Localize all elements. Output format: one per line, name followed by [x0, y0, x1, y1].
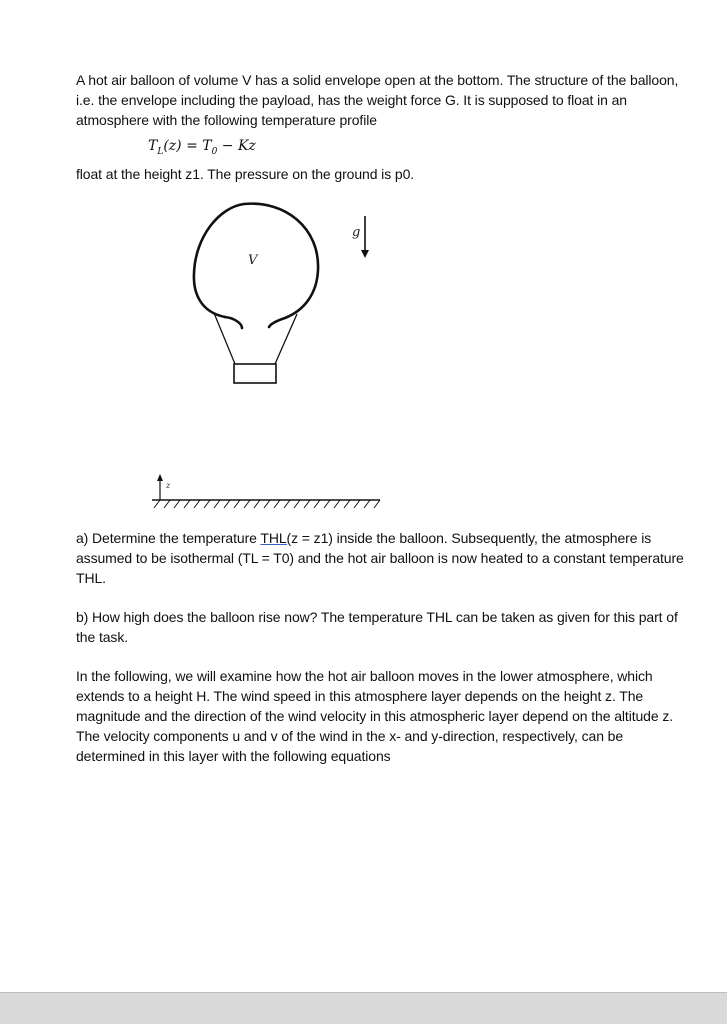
intro-paragraph: A hot air balloon of volume V has a solid envelope open at the bottom. The structure of the balloon, i.e. the envelope including the payload, has the weight force G. It is supposed to float in an atmosphere with the following temperature profile: [76, 72, 679, 128]
volume-label: V: [248, 253, 258, 268]
float-height-paragraph: float at the height z1. The pressure on the ground is p0.: [76, 166, 415, 182]
formula-rhs-subscript: 0: [211, 146, 218, 157]
gravity-label: g: [352, 225, 361, 240]
formula-lhs-symbol: T: [148, 138, 158, 154]
height-axis-arrow-head: [157, 474, 163, 481]
bottom-scroll-bar[interactable]: [0, 992, 727, 1024]
lower-atmosphere-paragraph: In the following, we will examine how the hot air balloon moves in the lower atmosphere, which extends to a height H. The wind speed in this atmosphere layer depends on the height z. The magnitude and the direction of the wind velocity in this atmospheric layer depend on the altitude z. The velocity components u and v of the wind in the x- and y-direction, respectively, can be determined in this layer with the following equations: [76, 668, 674, 764]
balloon-basket: [234, 364, 276, 383]
part-a-paragraph: [76, 528, 692, 588]
part-a-underlined-term: THL(: [260, 530, 292, 546]
part-b-paragraph: b) How high does the balloon rise now? The temperature THL can be taken as given for this part of the task.: [76, 609, 678, 645]
balloon-left-rope: [214, 313, 235, 364]
balloon-figure: [140, 190, 400, 520]
temperature-profile-formula: [148, 136, 256, 162]
height-axis-label: z: [166, 481, 171, 490]
formula-rhs-rest: − Kz: [217, 138, 256, 154]
formula-lhs-argument: (z) = T: [163, 138, 212, 154]
ground-hatching: [154, 500, 380, 508]
gravity-arrow-head: [361, 250, 369, 258]
balloon-envelope-left-curl: [225, 317, 242, 328]
part-a-rest: z = z1) inside the balloon. Subsequently, the atmosphere is assumed to be isothermal (TL = T0) and the hot air balloon is now heated to a constant temperature THL.: [76, 530, 684, 586]
formula-lhs-subscript: L: [157, 146, 164, 157]
part-a-lead: a) Determine the temperature: [76, 530, 261, 546]
